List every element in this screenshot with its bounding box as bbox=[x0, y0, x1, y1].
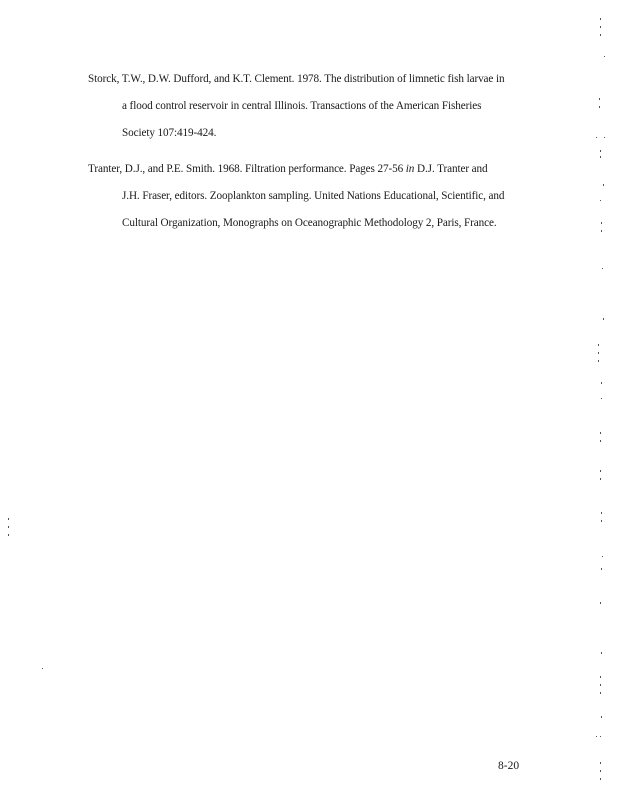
reference-italic-text: in bbox=[405, 163, 415, 175]
reference-line: J.H. Fraser, editors. Zooplankton sampling. United Nations Educational, Scientific, and bbox=[122, 190, 505, 202]
reference-line: Cultural Organization, Monographs on Oceanographic Methodology 2, Paris, France. bbox=[122, 217, 497, 229]
reference-line: a flood control reservoir in central Illinois. Transactions of the American Fisheries bbox=[122, 100, 482, 112]
reference-line: Storck, T.W., D.W. Dufford, and K.T. Clement. 1978. The distribution of limnetic fish larvae in bbox=[88, 73, 505, 85]
reference-entry-tranter bbox=[88, 156, 558, 237]
reference-line: Society 107:419-424. bbox=[122, 127, 217, 139]
reference-line bbox=[88, 156, 558, 183]
page-number: 8-20 bbox=[498, 760, 520, 772]
reference-text: D.J. Tranter and bbox=[414, 163, 488, 175]
reference-entry-storck bbox=[88, 66, 558, 147]
reference-text: Tranter, D.J., and P.E. Smith. 1968. Filtration performance. Pages 27-56 bbox=[88, 163, 406, 175]
